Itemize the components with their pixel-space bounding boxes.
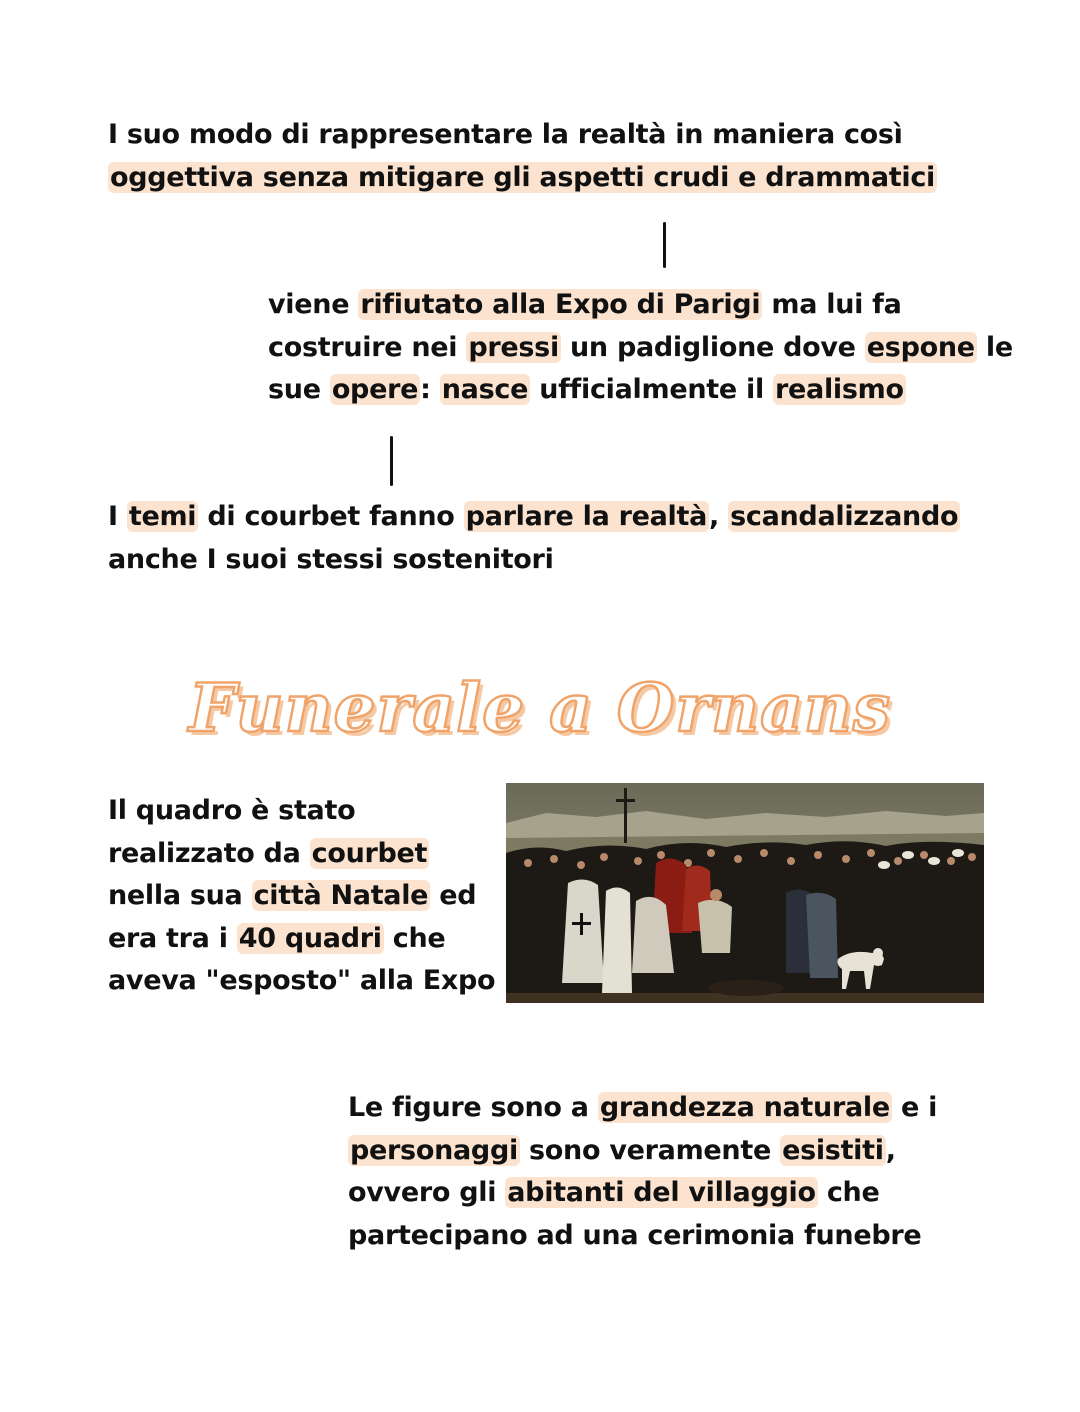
figures-line-3: ovvero gli abitanti del villaggio che [348, 1177, 880, 1208]
painting-desc-line-3: nella sua città Natale ed [108, 880, 477, 911]
expo-paragraph [268, 284, 1013, 412]
highlight: esistiti [782, 1134, 884, 1166]
themes-paragraph [108, 496, 960, 581]
intro-line-1: I suo modo di rappresentare la realtà in maniera così [108, 119, 903, 150]
themes-line-2: anche I suoi stessi sostenitori [108, 543, 554, 575]
connector-line-1 [663, 222, 666, 268]
intro-paragraph [108, 114, 937, 199]
highlight: pressi [468, 331, 559, 363]
painting-desc-line-1: Il quadro è stato [108, 795, 356, 826]
painting-description [108, 790, 495, 1003]
highlight: nasce [441, 374, 529, 405]
highlight: grandezza naturale [599, 1092, 890, 1123]
figures-paragraph [348, 1087, 937, 1257]
highlight: rifiutato alla Expo di Parigi [360, 289, 761, 320]
highlight: città Natale [253, 880, 429, 911]
expo-line-2: costruire nei pressi un padiglione dove espone le [268, 331, 1013, 363]
connector-line-2 [390, 436, 393, 486]
expo-line-1: viene rifiutato alla Expo di Parigi ma lui fa [268, 289, 902, 320]
highlight: 40 quadri [238, 922, 382, 954]
highlight: realismo [775, 374, 904, 405]
highlight: opere [331, 374, 419, 405]
highlight: scandalizzando [730, 501, 959, 532]
themes-line-1: I temi di courbet fanno parlare la realtà, scandalizzando [108, 501, 959, 532]
painting-svg [506, 783, 984, 1003]
figures-line-2: personaggi sono veramente esistiti, [350, 1134, 896, 1166]
expo-line-3: sue opere: nasce ufficialmente il realismo [268, 374, 904, 405]
figures-line-4: partecipano ad una cerimonia funebre [348, 1219, 922, 1251]
highlight: abitanti del villaggio [507, 1177, 816, 1208]
figures-line-1: Le figure sono a grandezza naturale e i [348, 1092, 938, 1123]
painting-desc-line-2: realizzato da courbet [108, 837, 428, 869]
highlight: parlare la realtà [465, 501, 708, 532]
painting-desc-line-4: era tra i 40 quadri che [108, 922, 446, 954]
highlight: espone [866, 331, 975, 363]
intro-line-2 [108, 157, 937, 200]
highlight: temi [128, 501, 197, 532]
highlight: oggettiva senza mitigare gli aspetti crudi e drammatici [110, 161, 936, 193]
section-title: Funerale a Ornans [188, 669, 892, 747]
funeral-painting-image [506, 783, 984, 1003]
highlight: personaggi [350, 1134, 518, 1166]
painting-desc-line-5: aveva "esposto" alla Expo [108, 965, 496, 996]
highlight: courbet [311, 837, 428, 869]
